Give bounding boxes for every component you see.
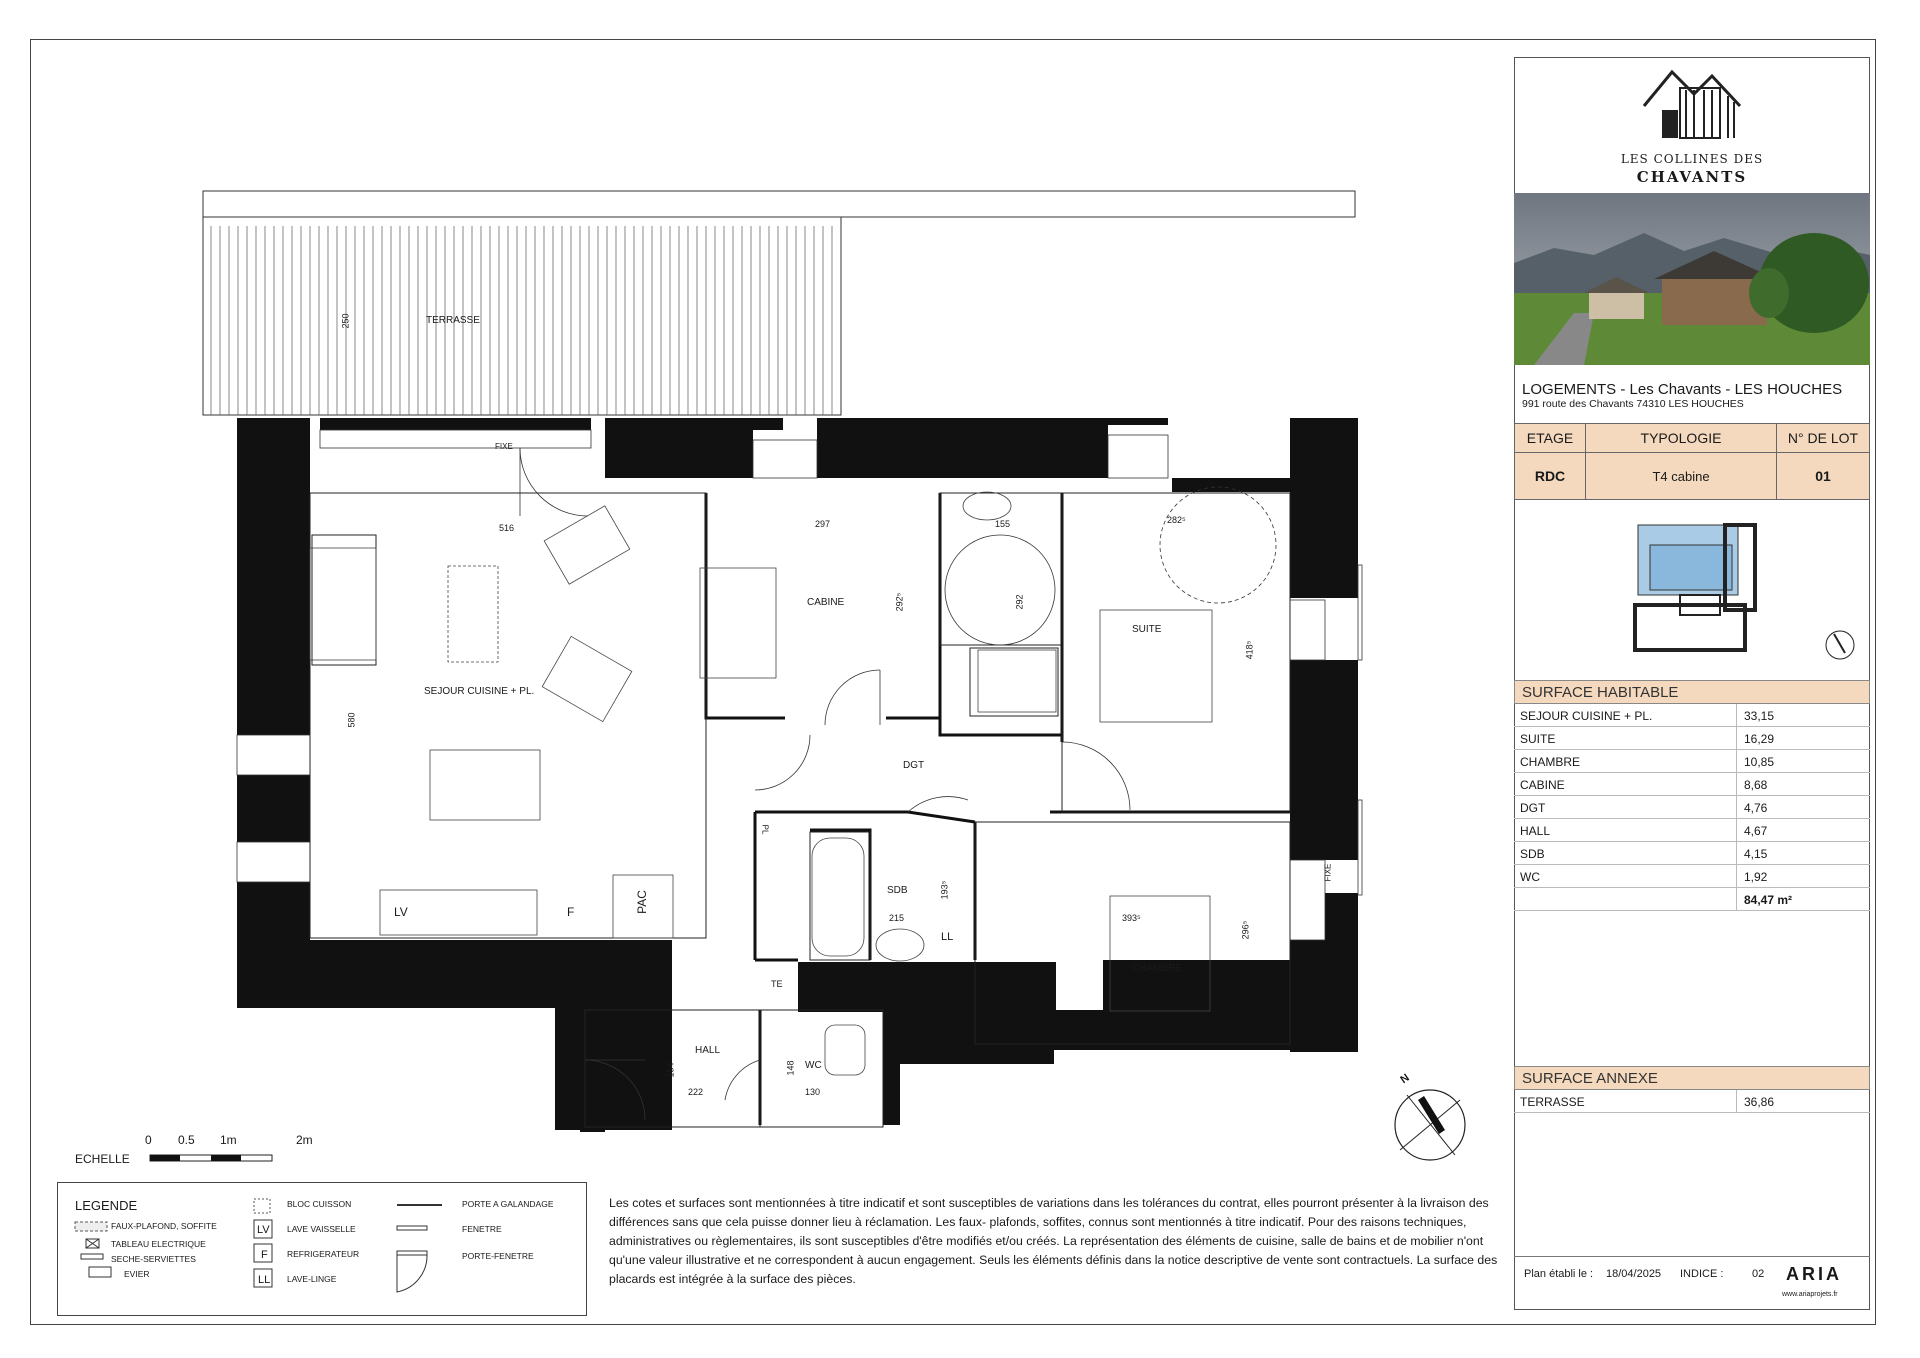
surface-name: CABINE [1520,778,1565,792]
surface-row [1514,842,1870,865]
dimension-580: 580 [346,712,357,728]
surface-annexe-header: SURFACE ANNEXE [1514,1066,1870,1090]
surface-row [1514,704,1870,727]
scale-tick-0: 0 [145,1133,152,1147]
dimension-292a: 292⁵ [894,592,905,612]
room-label-suite: SUITE [1132,624,1162,635]
surface-name: SDB [1520,847,1545,861]
heat-pump-symbol: PAC [634,890,649,914]
annexe-value: 36,86 [1744,1095,1775,1109]
room-label-chambre: CHAMBRE [1132,963,1183,974]
header-lot-number: N° DE LOT [1776,423,1870,453]
surface-row [1514,750,1870,773]
scale-label: ECHELLE [75,1152,130,1166]
north-label: N [1398,1071,1412,1087]
disclaimer-notice: Les cotes et surfaces sont mentionnées à titre indicatif et sont susceptibles de variations dans les tolérances du contrat, elles pourront présenter à la livraison des différences sans que cela puisse donner lieu à réclamation. Les faux- plafonds, soffites, connus sont mentionnés à titre indicatif. Pour des raisons techniques, administratives ou règlementaires, ils sont susceptibles d'être modifiés et/ou créés. La représentation des éléments de cuisine, salle de bains et de mobilier n'ont qu'une valeur illustrative et ne correspondent à aucun engagement. Seuls les éléments définis dans la notice descriptive de vente sont contractuels. La surface des placards est intégrée à la surface des pièces. [609,1196,1498,1286]
room-label-hall: HALL [695,1045,721,1056]
legend-item-lave-vaisselle: LAVE VAISSELLE [287,1224,356,1234]
dimension-292b: 292 [1014,594,1025,610]
dimension-130: 130 [805,1087,821,1097]
legend-item-lave-linge: LAVE-LINGE [287,1274,337,1284]
legend-symbol-lv: LV [257,1224,270,1236]
legend-item-seche-serviettes: SECHE-SERVIETTES [111,1254,196,1264]
scale-tick-1m: 1m [220,1133,237,1147]
legend-item-fenetre: FENETRE [462,1224,502,1234]
room-label-terrasse: TERRASSE [426,315,480,326]
surface-value: 1,92 [1744,870,1768,884]
surface-total-row [1514,888,1870,911]
dishwasher-symbol: LV [394,905,408,919]
dimension-148: 148 [785,1060,796,1076]
legend-item-porte-fenetre: PORTE-FENETRE [462,1251,534,1261]
scale-tick-05: 0.5 [178,1133,195,1147]
surface-name: CHAMBRE [1520,755,1581,769]
legend-symbol-f: F [261,1249,268,1261]
dimension-215: 215 [889,913,905,923]
plan-index: 02 [1752,1268,1765,1280]
surface-row [1514,796,1870,819]
legend-item-faux-plafond: FAUX-PLAFOND, SOFFITE [111,1221,217,1231]
dimension-155: 155 [995,519,1011,529]
value-typologie: T4 cabine [1585,452,1777,500]
fixed-window-label-2: FIXE [1323,863,1333,882]
dimension-297: 297 [815,519,831,529]
value-etage: RDC [1514,452,1586,500]
dimension-296: 296⁵ [1240,920,1251,940]
surface-value: 33,15 [1744,709,1775,723]
value-lot-number: 01 [1776,452,1870,500]
project-address: 991 route des Chavants 74310 LES HOUCHES [1522,398,1744,410]
electrical-panel-symbol: TE [771,979,783,989]
fridge-symbol: F [567,905,575,919]
surface-total: 84,47 m² [1744,893,1793,907]
surface-value: 16,29 [1744,732,1775,746]
surface-name: WC [1520,870,1540,884]
surface-value: 4,15 [1744,847,1768,861]
room-label-cabine: CABINE [807,597,845,608]
walls [237,418,1358,1132]
surface-name: SEJOUR CUISINE + PL. [1520,709,1653,723]
legend-item-tableau: TABLEAU ELECTRIQUE [111,1239,206,1249]
architect-url: www.ariaprojets.fr [1782,1291,1838,1298]
legend-symbol-ll: LL [258,1274,271,1286]
fixed-window-label: FIXE [495,442,513,451]
legend-item-evier: EVIER [124,1269,150,1279]
brand-name-line1: LES COLLINES DES [1620,152,1764,166]
header-etage: ETAGE [1514,423,1586,453]
surface-value: 4,67 [1744,824,1768,838]
dimension-393: 393⁵ [1122,913,1141,923]
washing-machine-symbol: LL [941,931,954,943]
surface-row [1514,773,1870,796]
brand-logo [1640,66,1744,146]
surface-row [1514,819,1870,842]
scale-bar [150,1155,272,1161]
scale-tick-2m: 2m [296,1133,313,1147]
cupboard-symbol: PL [760,824,770,835]
plan-date: 18/04/2025 [1606,1268,1662,1280]
windows [237,430,1362,940]
dimension-222: 222 [688,1087,704,1097]
dimension-516: 516 [499,523,515,533]
room-label-wc: WC [805,1060,822,1071]
plan-date-label: Plan établi le : [1524,1268,1594,1280]
lot-location-plan [1620,515,1860,675]
room-label-dgt: DGT [903,760,925,771]
legend-title: LEGENDE [75,1198,138,1213]
annexe-name: TERRASSE [1520,1095,1585,1109]
dimension-418: 418⁵ [1244,640,1255,660]
legend-item-porte-galandage: PORTE A GALANDAGE [462,1199,554,1209]
room-label-sejour: SEJOUR CUISINE + PL. [424,686,535,697]
legend-item-refrigerateur: REFRIGERATEUR [287,1249,360,1259]
surface-value: 10,85 [1744,755,1775,769]
header-typologie: TYPOLOGIE [1585,423,1777,453]
surface-value: 4,76 [1744,801,1768,815]
surface-row [1514,727,1870,750]
room-label-sdb: SDB [887,885,908,896]
surface-habitable-header: SURFACE HABITABLE [1514,680,1870,704]
north-compass [1395,1090,1465,1160]
dimension-282: 282⁵ [1167,515,1186,525]
dimension-154: 154 [665,1062,676,1078]
surface-name: HALL [1520,824,1551,838]
plan-index-label: INDICE : [1680,1268,1724,1280]
dimension-250: 250 [340,313,351,329]
legend-item-bloc-cuisson: BLOC CUISSON [287,1199,352,1209]
terrace [203,191,1355,415]
architect-logo: ARIA [1786,1264,1842,1284]
dimension-193: 193⁵ [939,880,950,900]
surface-name: SUITE [1520,732,1556,746]
brand-name-line2: CHAVANTS [1636,168,1748,186]
surface-name: DGT [1520,801,1546,815]
surface-value: 8,68 [1744,778,1768,792]
surface-row [1514,865,1870,888]
annexe-row [1514,1090,1870,1113]
project-title: LOGEMENTS - Les Chavants - LES HOUCHES [1522,381,1843,398]
building-photo [1514,193,1870,365]
